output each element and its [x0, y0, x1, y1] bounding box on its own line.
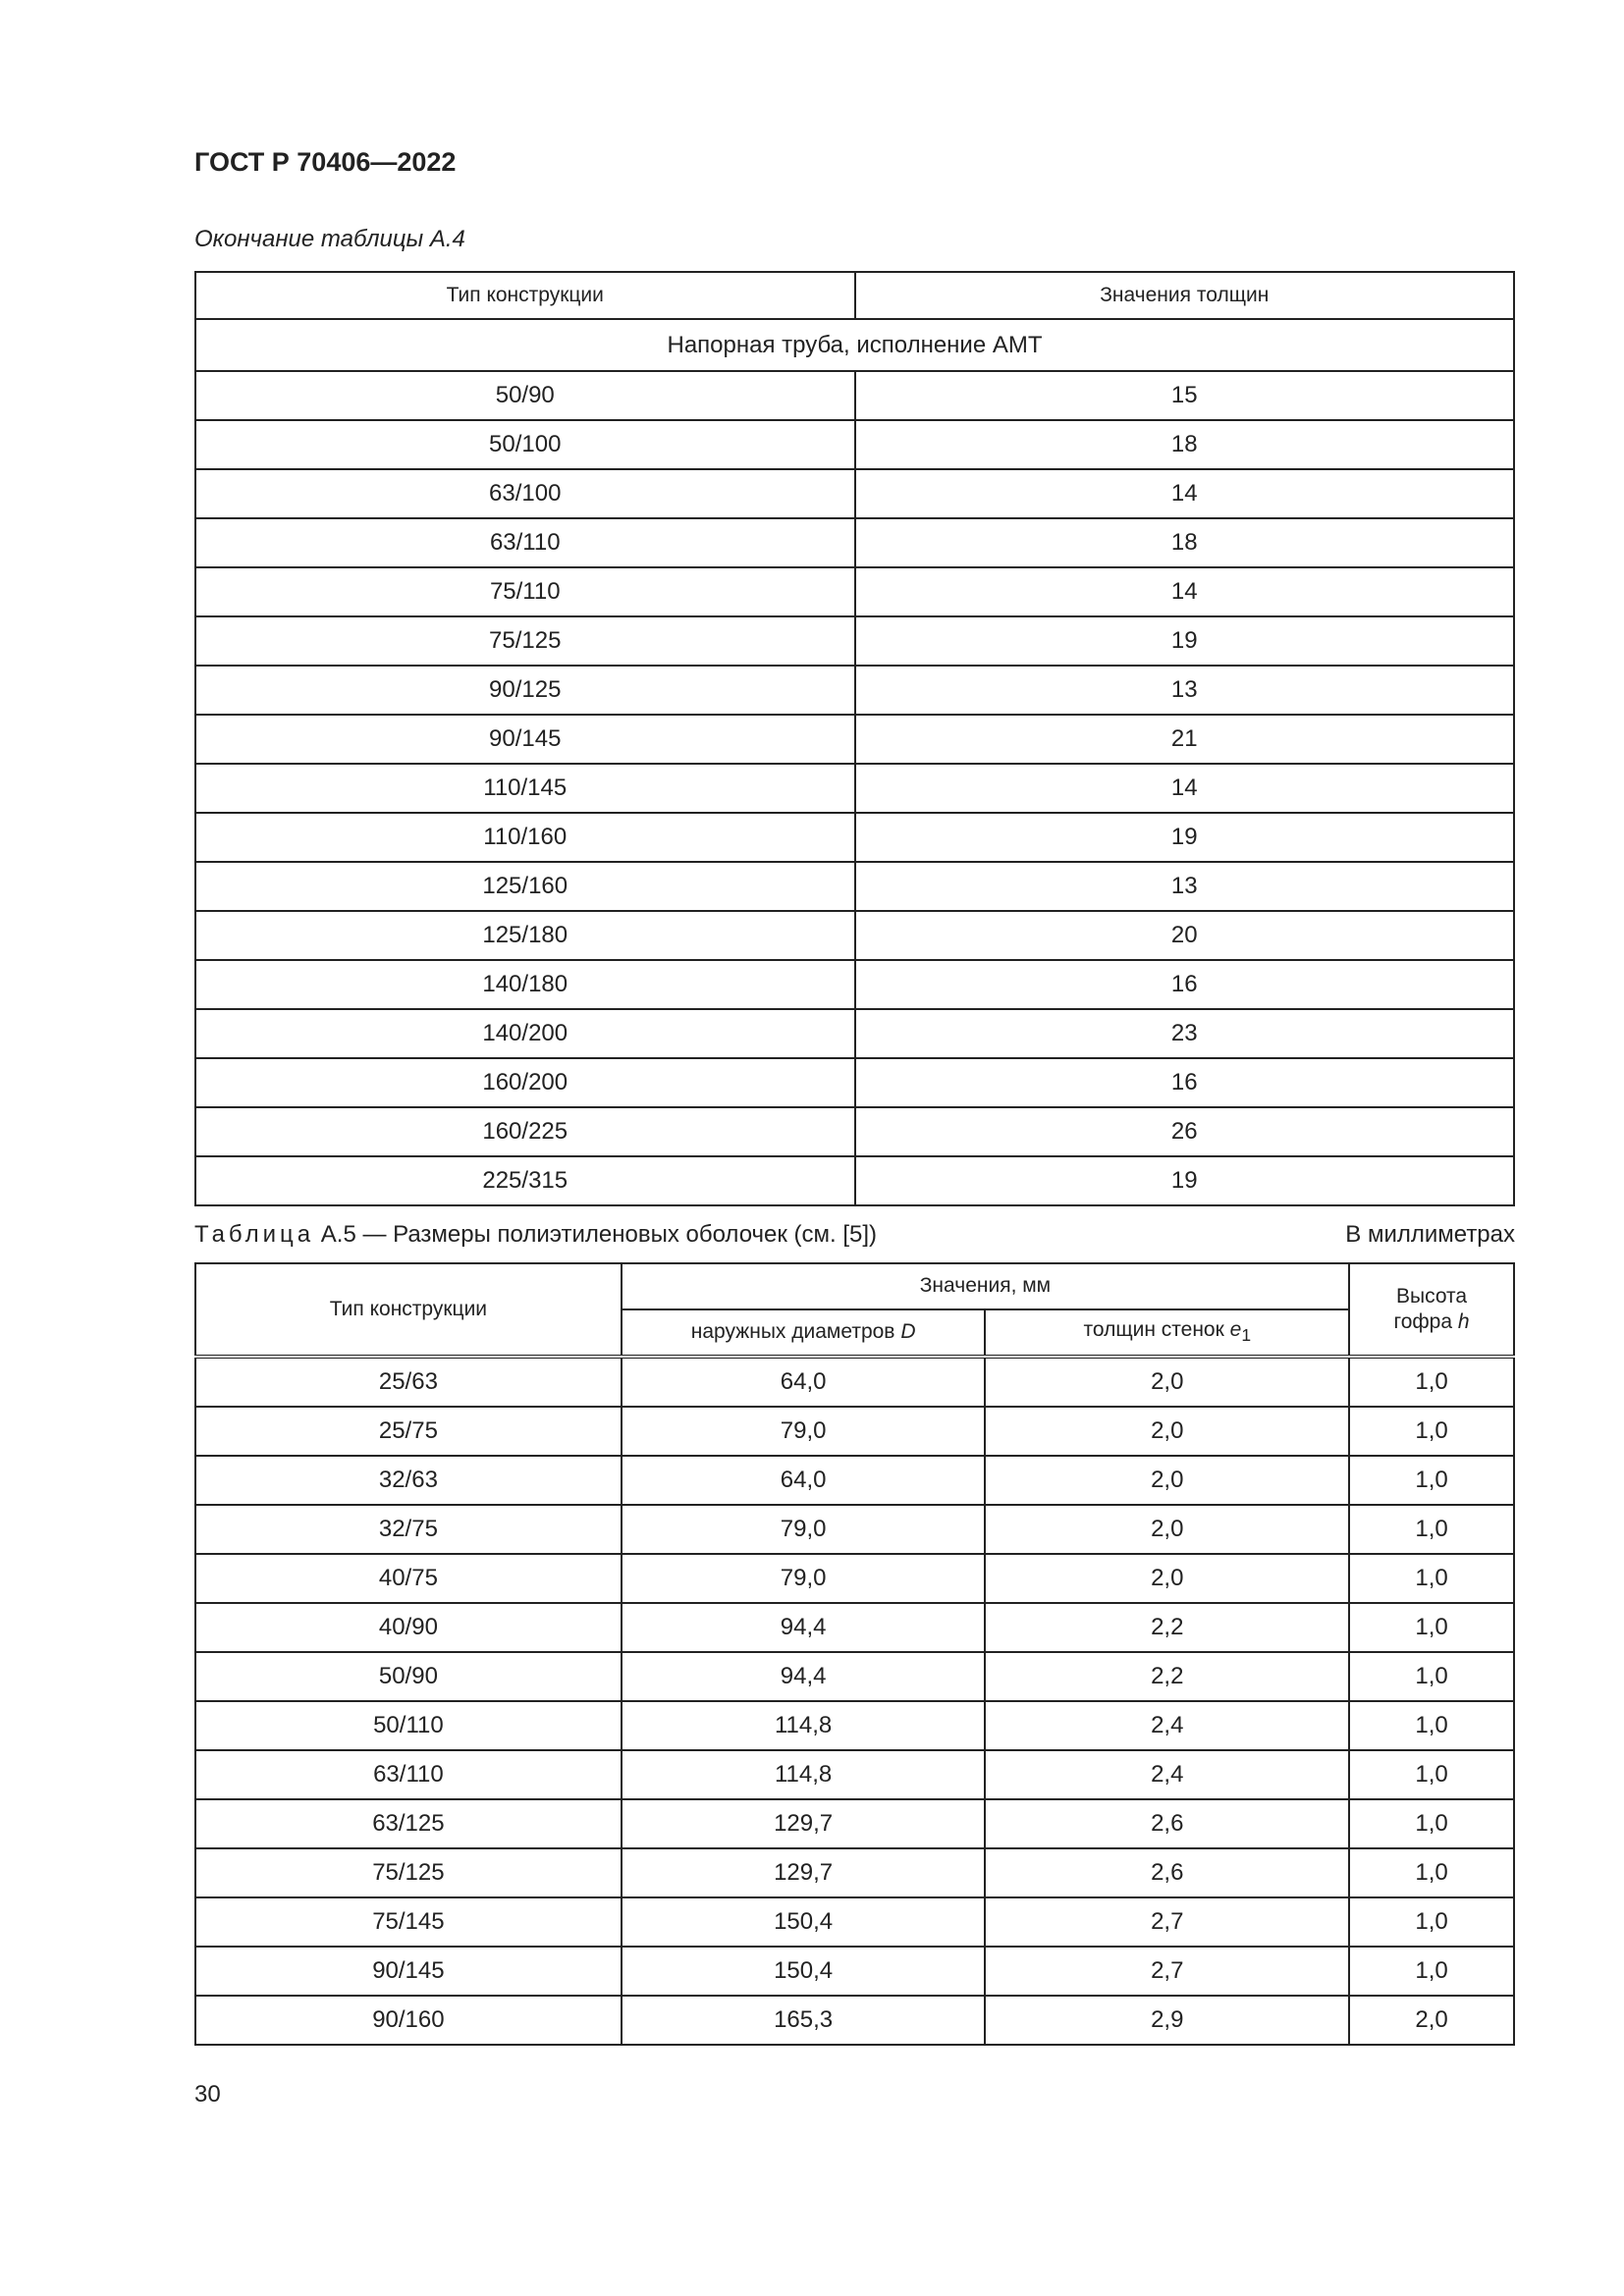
table-a5-cell-type: 50/110 — [195, 1701, 622, 1750]
table-a5-cell-type: 25/63 — [195, 1357, 622, 1407]
outer-diameter-label: наружных диаметров — [690, 1320, 901, 1344]
table-a4-cell-type: 125/180 — [195, 911, 855, 960]
table-a5-cell-wall-thickness: 2,7 — [985, 1897, 1349, 1947]
table-row — [195, 371, 1514, 420]
table-a5-cell-outer-diameter: 150,4 — [622, 1947, 986, 1996]
table-a5-cell-corrugation-height: 1,0 — [1349, 1897, 1514, 1947]
table-row — [195, 1357, 1514, 1407]
table-a4-cell-type: 160/200 — [195, 1058, 855, 1107]
table-a5-cell-outer-diameter: 94,4 — [622, 1652, 986, 1701]
table-a4-cell-thickness: 13 — [855, 666, 1515, 715]
table-row — [195, 1603, 1514, 1652]
table-a5-cell-outer-diameter: 129,7 — [622, 1848, 986, 1897]
table-a5-cell-type: 63/110 — [195, 1750, 622, 1799]
corrugation-height-symbol: h — [1457, 1310, 1470, 1333]
table-a5-cell-wall-thickness: 2,0 — [985, 1505, 1349, 1554]
table-a5-cell-type: 32/75 — [195, 1505, 622, 1554]
table-row — [195, 715, 1514, 764]
table-a5-cell-corrugation-height: 1,0 — [1349, 1947, 1514, 1996]
table-a5-cell-corrugation-height: 1,0 — [1349, 1603, 1514, 1652]
table-row — [195, 1505, 1514, 1554]
table-a5-cell-type: 90/160 — [195, 1996, 622, 2045]
table-a4-header-row — [195, 272, 1514, 319]
table-a5 — [194, 1262, 1515, 2046]
table-a5-cell-type: 25/75 — [195, 1407, 622, 1456]
table-a5-cell-wall-thickness: 2,7 — [985, 1947, 1349, 1996]
table-a4-cell-thickness: 16 — [855, 1058, 1515, 1107]
outer-diameter-symbol: D — [900, 1320, 916, 1344]
table-a5-cell-type: 90/145 — [195, 1947, 622, 1996]
table-a4-cell-type: 125/160 — [195, 862, 855, 911]
table-a4-cell-thickness: 16 — [855, 960, 1515, 1009]
table-a4-cell-thickness: 13 — [855, 862, 1515, 911]
table-a4-cell-thickness: 14 — [855, 567, 1515, 616]
table-a4-cell-type: 75/125 — [195, 616, 855, 666]
table-a5-cell-corrugation-height: 1,0 — [1349, 1456, 1514, 1505]
table-a4-cell-thickness: 20 — [855, 911, 1515, 960]
table-a4-cell-thickness: 23 — [855, 1009, 1515, 1058]
table-a5-header-values-group: Значения, мм — [622, 1263, 1349, 1309]
table-a4-header-values: Значения толщин — [855, 272, 1515, 319]
table-a4-cell-type: 225/315 — [195, 1156, 855, 1205]
table-row — [195, 1058, 1514, 1107]
table-a5-cell-wall-thickness: 2,4 — [985, 1750, 1349, 1799]
table-a4-cell-type: 50/90 — [195, 371, 855, 420]
table-a5-cell-wall-thickness: 2,2 — [985, 1652, 1349, 1701]
table-a4-cell-type: 140/200 — [195, 1009, 855, 1058]
table-a5-cell-outer-diameter: 64,0 — [622, 1357, 986, 1407]
corrugation-height-line-1: Высота — [1395, 1284, 1468, 1308]
table-a5-caption — [194, 1221, 1515, 1249]
table-a5-cell-wall-thickness: 2,4 — [985, 1701, 1349, 1750]
table-a4-group-row — [195, 319, 1514, 371]
table-a4-cell-thickness: 26 — [855, 1107, 1515, 1156]
table-a5-cell-type: 32/63 — [195, 1456, 622, 1505]
table-row — [195, 764, 1514, 813]
table-row — [195, 616, 1514, 666]
table-a5-cell-corrugation-height: 1,0 — [1349, 1701, 1514, 1750]
table-row — [195, 1848, 1514, 1897]
table-a5-cell-outer-diameter: 94,4 — [622, 1603, 986, 1652]
table-a5-cell-corrugation-height: 1,0 — [1349, 1505, 1514, 1554]
table-a4-cell-thickness: 15 — [855, 371, 1515, 420]
table-a5-header-corrugation-height — [1349, 1263, 1514, 1357]
table-a5-cell-type: 40/75 — [195, 1554, 622, 1603]
table-a4-cell-type: 160/225 — [195, 1107, 855, 1156]
corrugation-height-line-2: гофра — [1393, 1310, 1458, 1333]
table-row — [195, 1456, 1514, 1505]
table-a4 — [194, 271, 1515, 1206]
table-a5-header-row-1 — [195, 1263, 1514, 1309]
table-a5-cell-outer-diameter: 150,4 — [622, 1897, 986, 1947]
table-a4-cell-thickness: 18 — [855, 420, 1515, 469]
table-row — [195, 1750, 1514, 1799]
table-a5-cell-type: 63/125 — [195, 1799, 622, 1848]
table-row — [195, 666, 1514, 715]
table-a5-cell-type: 75/145 — [195, 1897, 622, 1947]
table-a4-header-type: Тип конструкции — [195, 272, 855, 319]
page-number: 30 — [194, 2081, 221, 2108]
table-a4-cell-type: 110/160 — [195, 813, 855, 862]
table-a5-cell-outer-diameter: 114,8 — [622, 1750, 986, 1799]
table-a5-cell-outer-diameter: 79,0 — [622, 1554, 986, 1603]
table-a4-cell-type: 63/110 — [195, 518, 855, 567]
table-row — [195, 1701, 1514, 1750]
table-a4-cell-thickness: 14 — [855, 469, 1515, 518]
table-a4-caption: Окончание таблицы А.4 — [194, 226, 465, 252]
table-a4-cell-type: 90/145 — [195, 715, 855, 764]
table-a5-cell-corrugation-height: 2,0 — [1349, 1996, 1514, 2045]
table-a4-cell-thickness: 18 — [855, 518, 1515, 567]
table-a5-cell-corrugation-height: 1,0 — [1349, 1357, 1514, 1407]
table-a5-cell-wall-thickness: 2,0 — [985, 1357, 1349, 1407]
table-a4-cell-type: 90/125 — [195, 666, 855, 715]
table-a4-group-title: Напорная труба, исполнение АМТ — [195, 319, 1514, 371]
table-a4-cell-thickness: 19 — [855, 813, 1515, 862]
table-a5-cell-outer-diameter: 114,8 — [622, 1701, 986, 1750]
table-a5-cell-wall-thickness: 2,0 — [985, 1407, 1349, 1456]
table-a4-cell-thickness: 19 — [855, 616, 1515, 666]
table-row — [195, 911, 1514, 960]
table-a5-caption-prefix: Таблица — [194, 1221, 315, 1248]
wall-thickness-symbol: e — [1229, 1318, 1242, 1342]
table-a5-cell-outer-diameter: 79,0 — [622, 1407, 986, 1456]
table-row — [195, 1652, 1514, 1701]
table-row — [195, 813, 1514, 862]
table-a5-cell-outer-diameter: 79,0 — [622, 1505, 986, 1554]
table-row — [195, 567, 1514, 616]
table-a5-header-outer-diameter — [622, 1309, 986, 1357]
wall-thickness-subscript: 1 — [1241, 1325, 1252, 1346]
table-a4-cell-thickness: 21 — [855, 715, 1515, 764]
table-row — [195, 960, 1514, 1009]
table-a5-cell-corrugation-height: 1,0 — [1349, 1848, 1514, 1897]
table-a5-cell-corrugation-height: 1,0 — [1349, 1407, 1514, 1456]
table-a5-cell-wall-thickness: 2,2 — [985, 1603, 1349, 1652]
table-a5-header-wall-thickness — [985, 1309, 1349, 1357]
table-a5-cell-type: 75/125 — [195, 1848, 622, 1897]
table-row — [195, 1009, 1514, 1058]
table-row — [195, 862, 1514, 911]
table-a5-cell-outer-diameter: 165,3 — [622, 1996, 986, 2045]
table-a5-cell-wall-thickness: 2,6 — [985, 1848, 1349, 1897]
table-a5-units: В миллиметрах — [1345, 1221, 1515, 1248]
table-row — [195, 1996, 1514, 2045]
table-a4-cell-type: 110/145 — [195, 764, 855, 813]
table-a5-cell-wall-thickness: 2,9 — [985, 1996, 1349, 2045]
table-a4-cell-type: 50/100 — [195, 420, 855, 469]
table-row — [195, 518, 1514, 567]
table-a5-cell-corrugation-height: 1,0 — [1349, 1652, 1514, 1701]
table-a5-cell-wall-thickness: 2,0 — [985, 1554, 1349, 1603]
table-row — [195, 1947, 1514, 1996]
table-row — [195, 1897, 1514, 1947]
table-a5-caption-title: А.5 — Размеры полиэтиленовых оболочек (см. [5]) — [314, 1221, 878, 1248]
table-a4-cell-thickness: 19 — [855, 1156, 1515, 1205]
document-code: ГОСТ Р 70406—2022 — [194, 147, 457, 177]
table-a5-header-type: Тип конструкции — [195, 1263, 622, 1357]
table-a5-cell-corrugation-height: 1,0 — [1349, 1554, 1514, 1603]
table-a5-cell-wall-thickness: 2,0 — [985, 1456, 1349, 1505]
table-a4-cell-type: 63/100 — [195, 469, 855, 518]
table-row — [195, 1407, 1514, 1456]
table-a5-cell-corrugation-height: 1,0 — [1349, 1750, 1514, 1799]
table-a5-cell-type: 50/90 — [195, 1652, 622, 1701]
table-row — [195, 1107, 1514, 1156]
table-a5-cell-wall-thickness: 2,6 — [985, 1799, 1349, 1848]
table-row — [195, 1156, 1514, 1205]
table-row — [195, 420, 1514, 469]
table-row — [195, 1554, 1514, 1603]
table-a5-cell-corrugation-height: 1,0 — [1349, 1799, 1514, 1848]
table-a4-cell-type: 140/180 — [195, 960, 855, 1009]
table-a4-cell-thickness: 14 — [855, 764, 1515, 813]
table-row — [195, 469, 1514, 518]
wall-thickness-label: толщин стенок — [1083, 1318, 1230, 1342]
table-row — [195, 1799, 1514, 1848]
table-a5-cell-outer-diameter: 64,0 — [622, 1456, 986, 1505]
table-a5-cell-type: 40/90 — [195, 1603, 622, 1652]
table-a5-cell-outer-diameter: 129,7 — [622, 1799, 986, 1848]
table-a4-cell-type: 75/110 — [195, 567, 855, 616]
